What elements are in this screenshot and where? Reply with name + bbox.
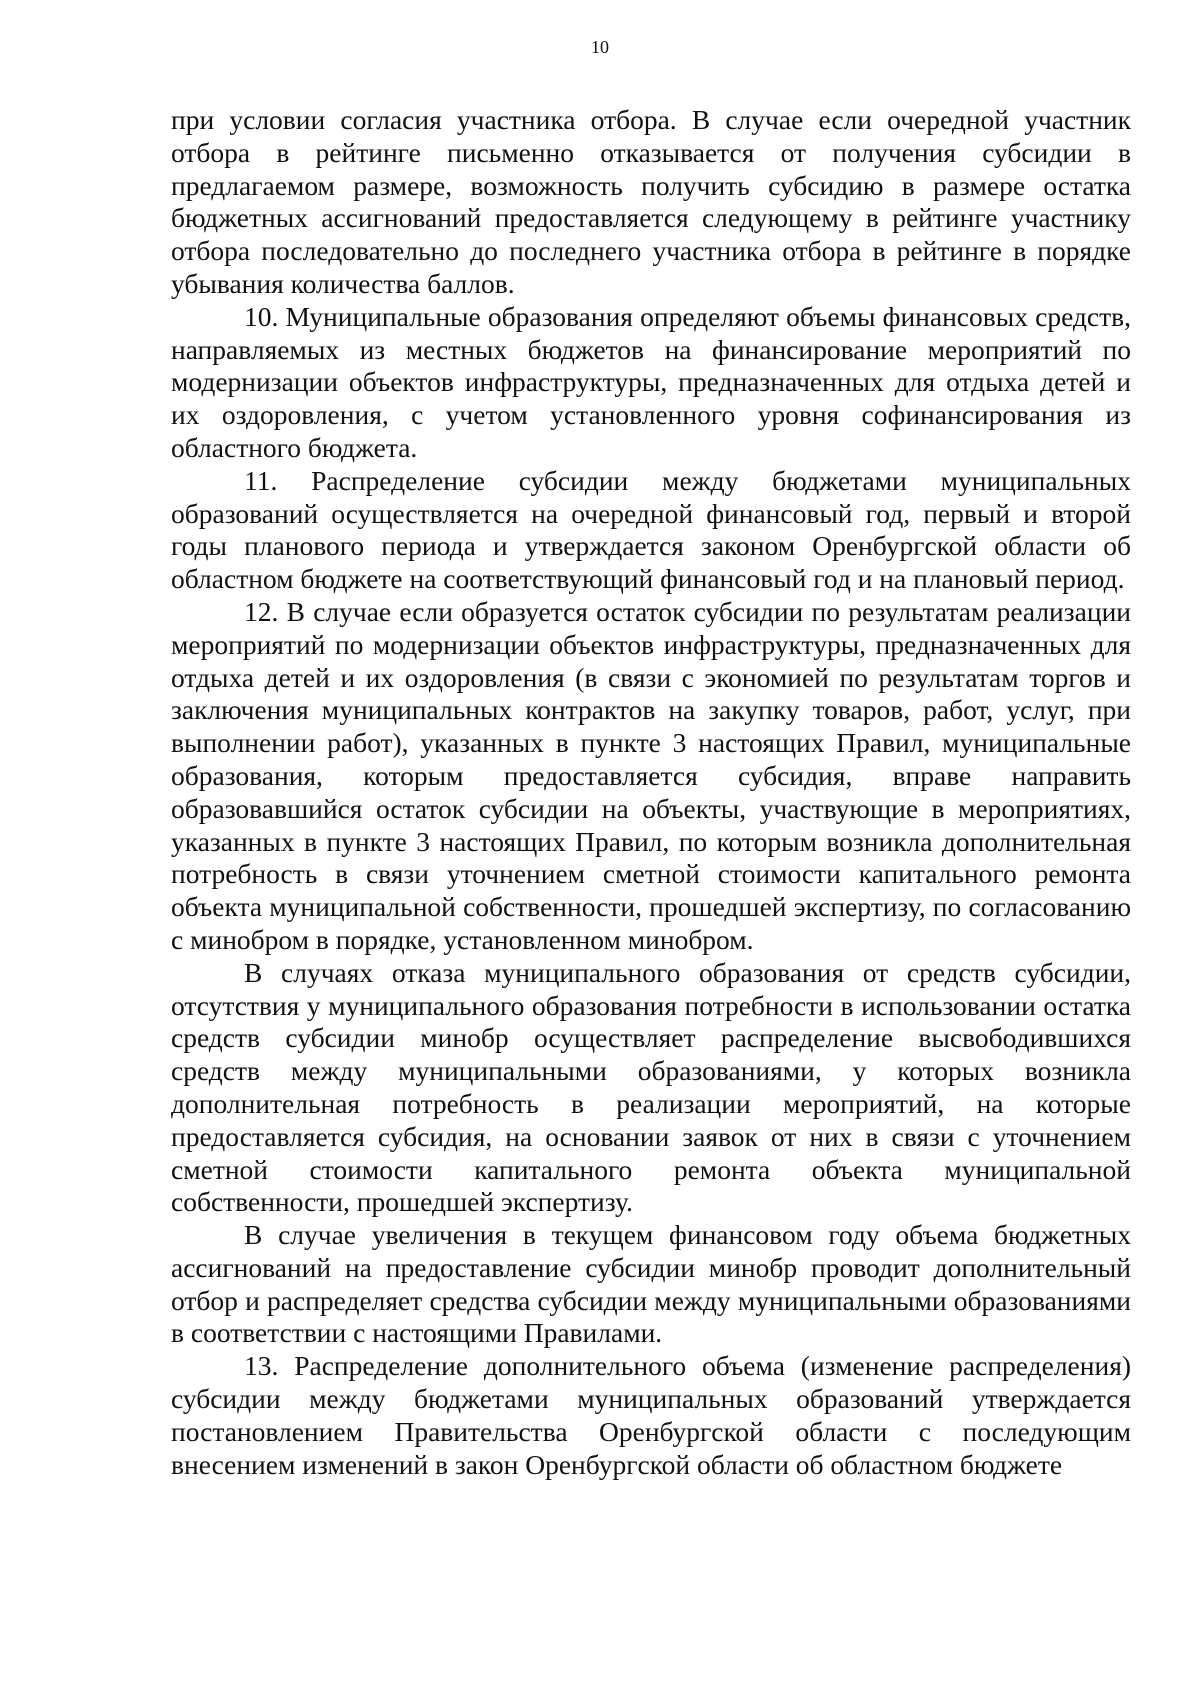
paragraph-item-13: 13. Распределение дополнительного объема (изменение распределения) субсидии между бюджетами муниципальных образований утверждается постановлением Правительства Оренбургской области с последующим внесением изменений в закон Оренбургской области об областном бюджете [171,1350,1131,1480]
document-body [171,104,1131,1481]
paragraph-refusal-cases: В случаях отказа муниципального образования от средств субсидии, отсутствия у муниципального образования потребности в использовании остатка средств субсидии минобр осуществляет распределение высвободившихся средств между муниципальными образованиями, у которых возникла дополнительная потребность в реализации мероприятий, на которые предоставляется субсидия, на основании заявок от них в связи с уточнением сметной стоимости капитального ремонта объекта муниципальной собственности, прошедшей экспертизу. [171,956,1131,1218]
paragraph-continuation: при условии согласия участника отбора. В случае если очередной участник отбора в рейтинге письменно отказывается от получения субсидии в предлагаемом размере, возможность получить субсидию в размере остатка бюджетных ассигнований предоставляется следующему в рейтинге участнику отбора последовательно до последнего участника отбора в рейтинге в порядке убывания количества баллов. [171,104,1131,299]
paragraph-item-12: 12. В случае если образуется остаток субсидии по результатам реализации мероприятий по модернизации объектов инфраструктуры, предназначенных для отдыха детей и их оздоровления (в связи с экономией по результатам торгов и заключения муниципальных контрактов на закупку товаров, работ, услуг, при выполнении работ), указанных в пункте 3 настоящих Правил, муниципальные образования, которым предоставляется субсидия, вправе направить образовавшийся остаток субсидии на объекты, участвующие в мероприятиях, указанных в пункте 3 настоящих Правил, по которым возникла дополнительная потребность в связи уточнением сметной стоимости капитального ремонта объекта муниципальной собственности, прошедшей экспертизу, по согласованию с минобром в порядке, установленном минобром. [171,595,1131,955]
paragraph-item-10: 10. Муниципальные образования определяют объемы финансовых средств, направляемых из местных бюджетов на финансирование мероприятий по модернизации объектов инфраструктуры, предназначенных для отдыха детей и их оздоровления, с учетом установленного уровня софинансирования из областного бюджета. [171,300,1131,463]
page-number: 10 [591,37,609,57]
paragraph-item-11: 11. Распределение субсидии между бюджетами муниципальных образований осуществляется на очередной финансовый год, первый и второй годы планового периода и утверждается законом Оренбургской области об областном бюджете на соответствующий финансовый год и на плановый период. [171,464,1131,595]
paragraph-budget-increase: В случае увеличения в текущем финансовом году объема бюджетных ассигнований на предоставление субсидии минобр проводит дополнительный отбор и распределяет средства субсидии между муниципальными образованиями в соответствии с настоящими Правилами. [171,1219,1131,1349]
